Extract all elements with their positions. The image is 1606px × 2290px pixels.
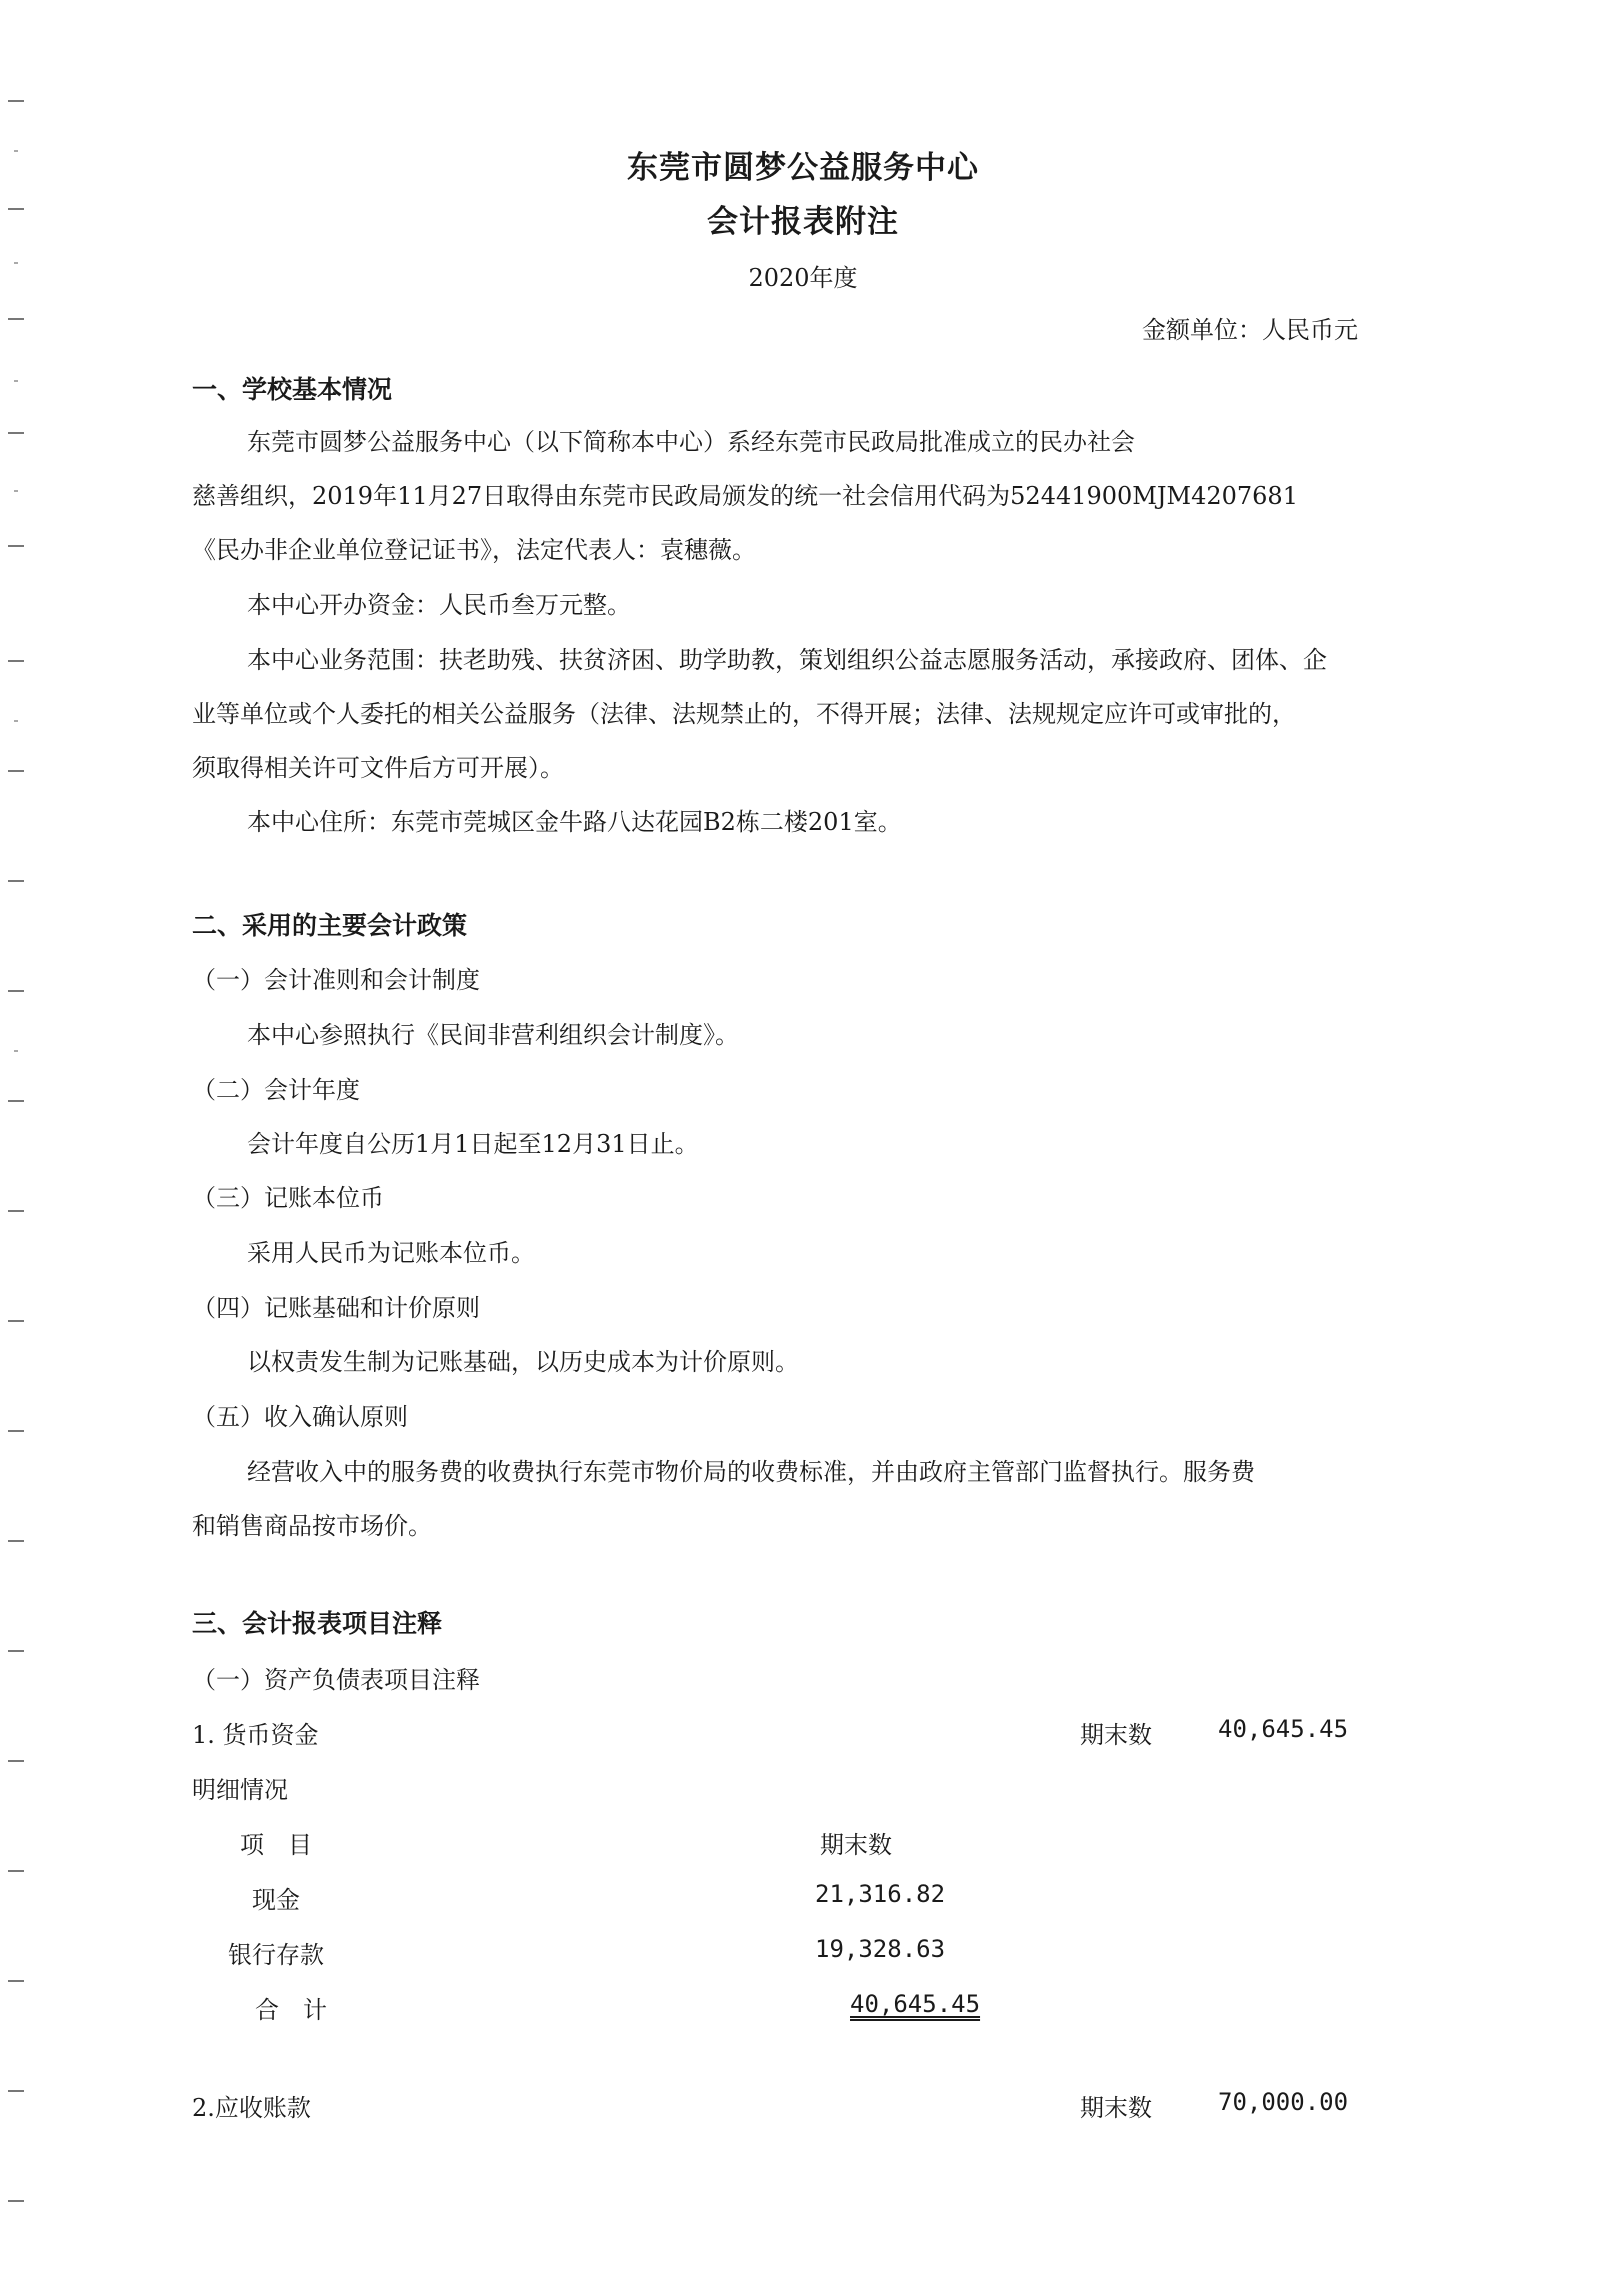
- policy-sub5-line1: 经营收入中的服务费的收费执行东莞市物价局的收费标准，并由政府主管部门监督执行。服务费: [247, 1458, 1255, 1486]
- policy-sub3: （三）记账本位币: [192, 1184, 384, 1212]
- section1-para1-line3: 《民办非企业单位登记证书》，法定代表人：袁穗薇。: [192, 536, 756, 564]
- policy-sub2-text: 会计年度自公历1月1日起至12月31日止。: [247, 1130, 699, 1158]
- policy-sub4: （四）记账基础和计价原则: [192, 1294, 480, 1322]
- item2-end-value: 70,000.00: [1218, 2088, 1349, 2116]
- scope-line3: 须取得相关许可文件后方可开展）。: [192, 754, 564, 782]
- policy-sub1: （一）会计准则和会计制度: [192, 966, 480, 994]
- section3-heading: 三、会计报表项目注释: [192, 1609, 443, 1638]
- policy-sub5: （五）收入确认原则: [192, 1403, 408, 1431]
- section1-para1-line2: 慈善组织，2019年11月27日取得由东莞市民政局颁发的统一社会信用代码为52441900MJM4207681: [192, 482, 1298, 510]
- policy-sub4-text: 以权责发生制为记账基础，以历史成本为计价原则。: [247, 1348, 799, 1376]
- table-row-cash-value: 21,316.82: [815, 1880, 946, 1908]
- currency-unit: 金额单位：人民币元: [1142, 316, 1358, 344]
- org-name-title: 东莞市圆梦公益服务中心: [627, 150, 979, 186]
- section2-heading: 二、采用的主要会计政策: [192, 911, 468, 940]
- item2-end-label: 期末数: [1080, 2094, 1152, 2122]
- scope-line1: 本中心业务范围：扶老助残、扶贫济困、助学助教，策划组织公益志愿服务活动，承接政府、团体、企: [247, 646, 1327, 674]
- table-total-value: 40,645.45: [850, 1990, 981, 2018]
- doc-title: 会计报表附注: [707, 204, 899, 240]
- scope-line2: 业等单位或个人委托的相关公益服务（法律、法规禁止的，不得开展；法律、法规规定应许可或审批的，: [192, 700, 1296, 728]
- table-header-item: 项 目: [240, 1831, 312, 1859]
- section1-para1-line1: 东莞市圆梦公益服务中心（以下简称本中心）系经东莞市民政局批准成立的民办社会: [247, 428, 1135, 456]
- item1-end-label: 期末数: [1080, 1721, 1152, 1749]
- table-row-bank-value: 19,328.63: [815, 1935, 946, 1963]
- balance-sheet-notes: （一）资产负债表项目注释: [192, 1666, 480, 1694]
- table-total-name: 合 计: [255, 1996, 327, 2024]
- report-year: 2020年度: [748, 264, 858, 292]
- table-header-end: 期末数: [820, 1831, 892, 1859]
- item1-end-value: 40,645.45: [1218, 1715, 1349, 1743]
- item2-label: 2.应收账款: [192, 2094, 311, 2122]
- table-row-bank-name: 银行存款: [228, 1941, 324, 1969]
- policy-sub3-text: 采用人民币为记账本位币。: [247, 1239, 535, 1267]
- section1-heading: 一、学校基本情况: [192, 375, 393, 404]
- policy-sub2: （二）会计年度: [192, 1076, 360, 1104]
- detail-label: 明细情况: [192, 1776, 288, 1804]
- item1-label: 1. 货币资金: [192, 1721, 319, 1749]
- capital-text: 本中心开办资金：人民币叁万元整。: [247, 591, 631, 619]
- policy-sub5-line2: 和销售商品按市场价。: [192, 1512, 432, 1540]
- policy-sub1-text: 本中心参照执行《民间非营利组织会计制度》。: [247, 1021, 739, 1049]
- address-text: 本中心住所：东莞市莞城区金牛路八达花园B2栋二楼201室。: [247, 808, 902, 836]
- table-row-cash-name: 现金: [252, 1886, 300, 1914]
